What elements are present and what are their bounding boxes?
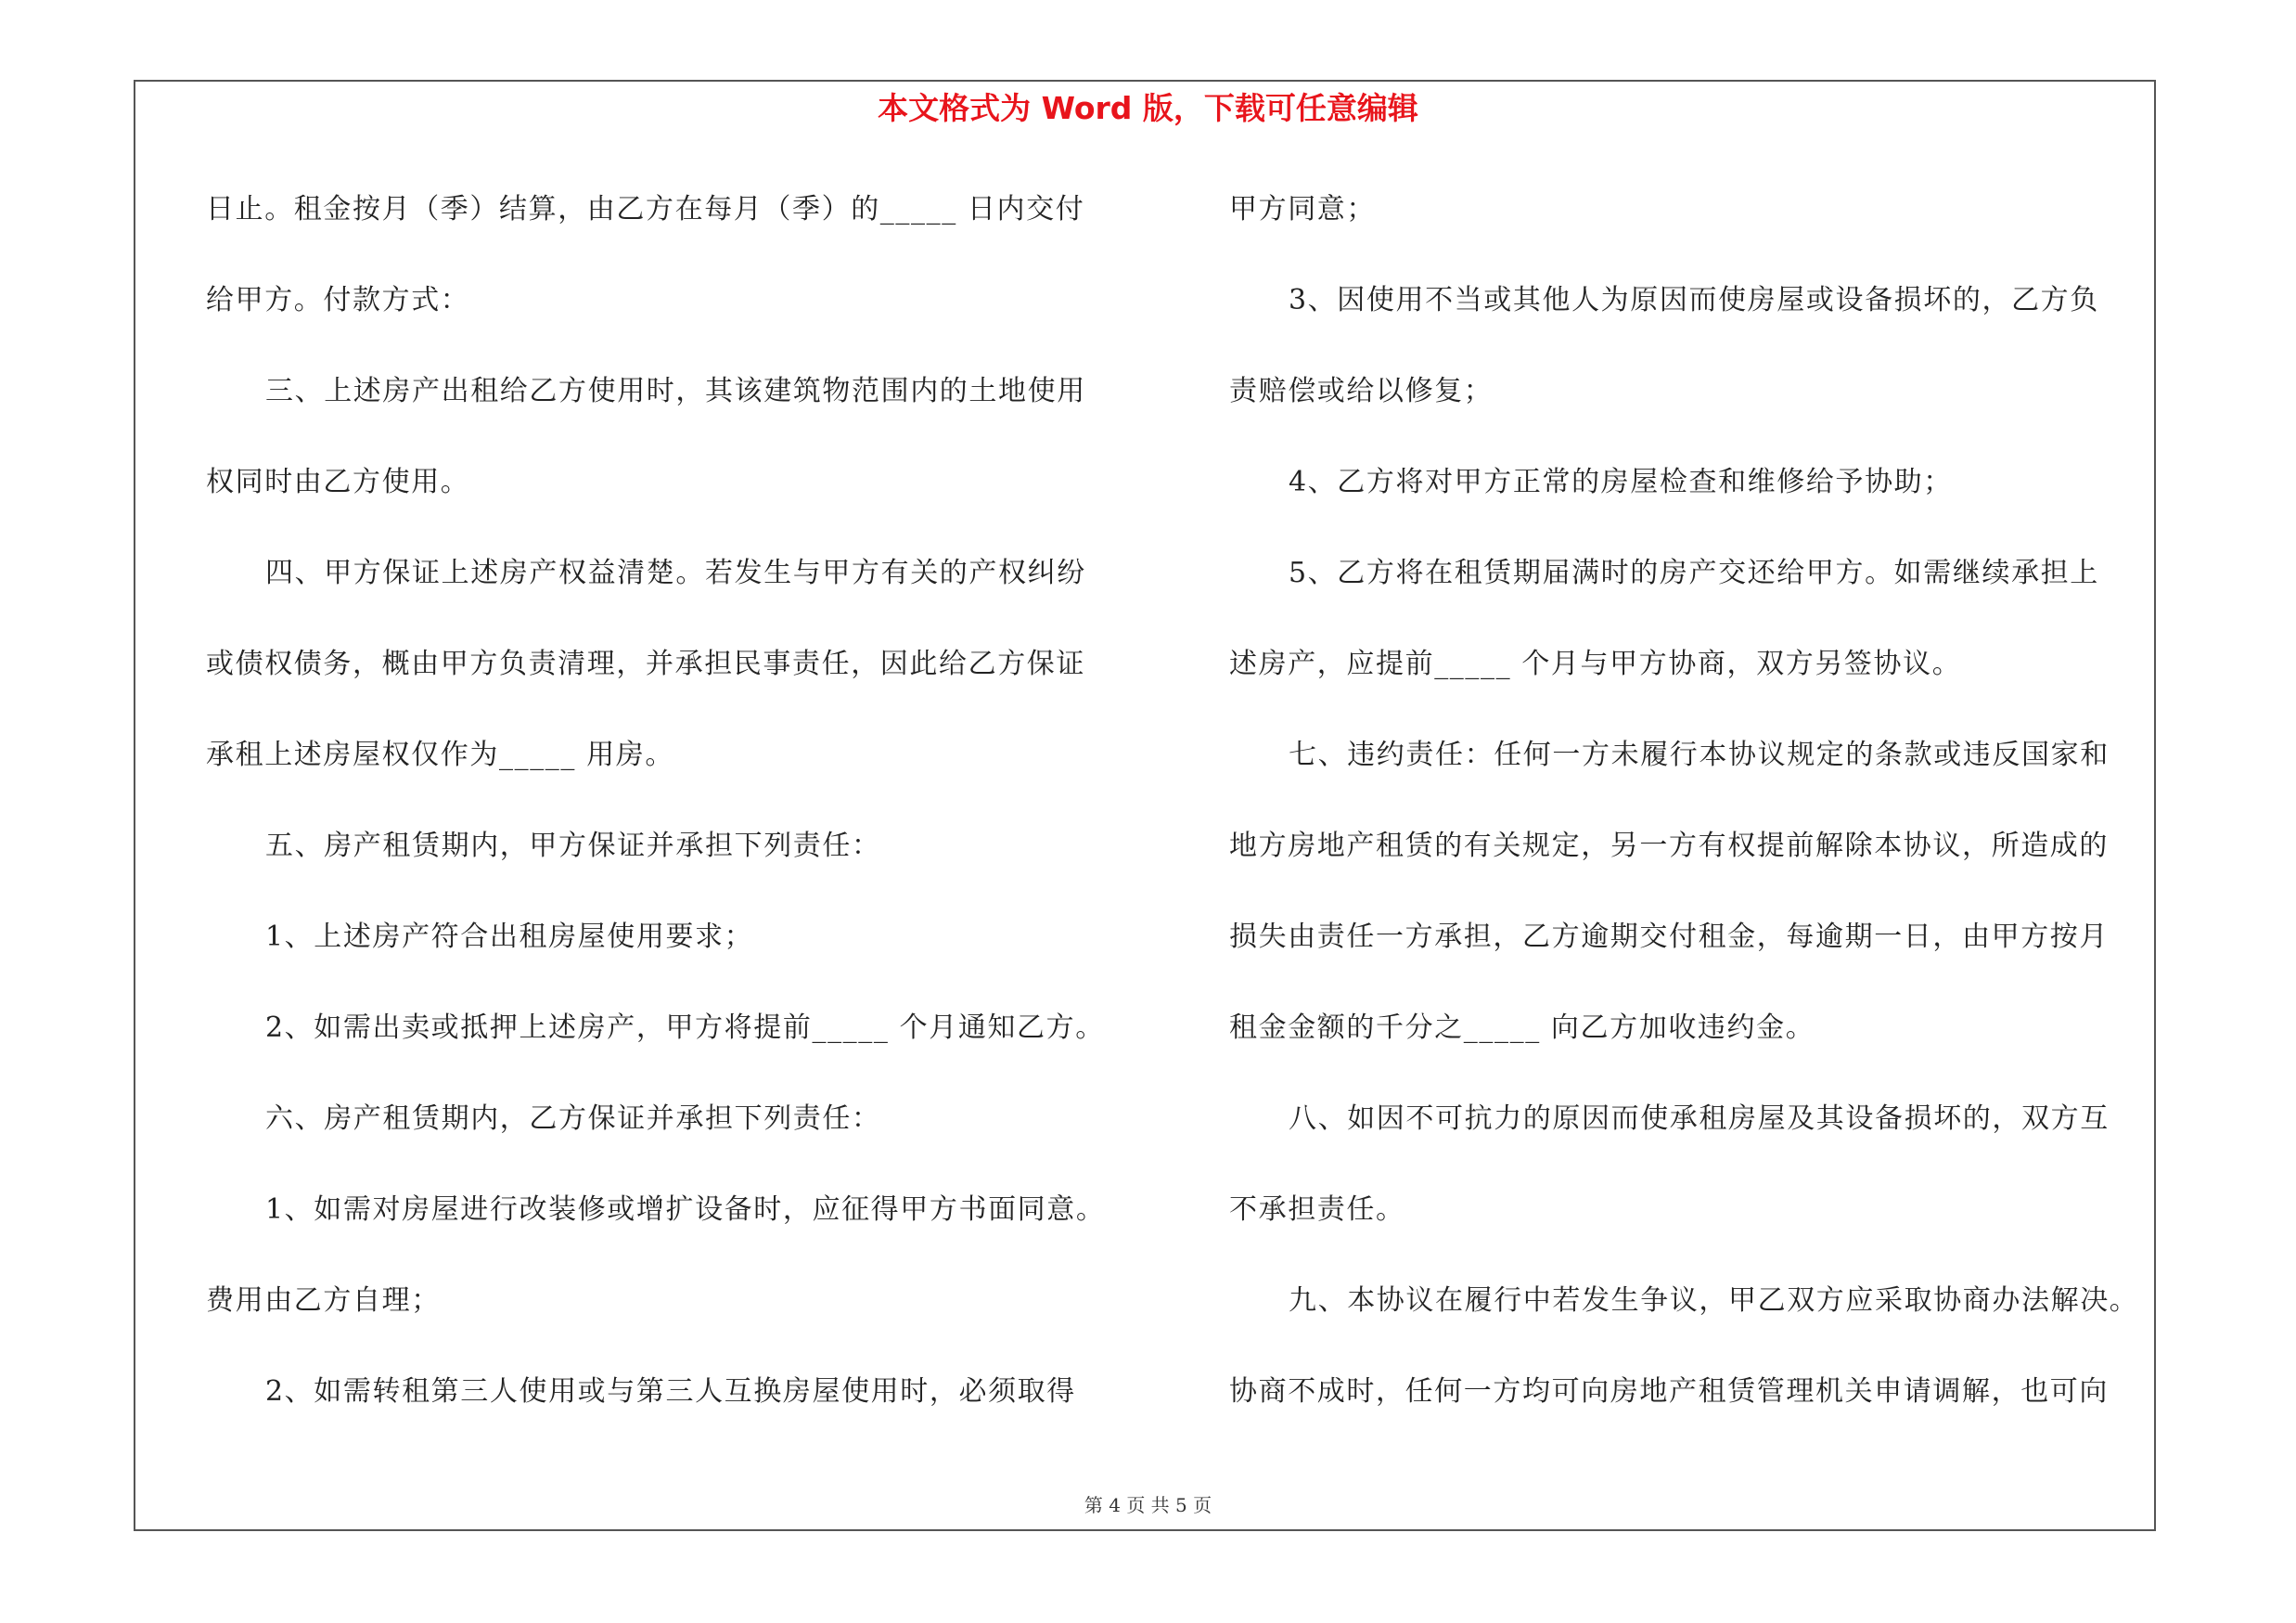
paragraph-line: 述房产，应提前_____ 个月与甲方协商，双方另签协议。	[1229, 648, 1962, 680]
document-banner: 本文格式为 Word 版，下载可任意编辑	[878, 90, 1418, 126]
right-column	[1229, 182, 2152, 1455]
paragraph-line: 2、如需出卖或抵押上述房产，甲方将提前_____ 个月通知乙方。	[265, 1011, 1105, 1044]
paragraph-line: 协商不成时，任何一方均可向房地产租赁管理机关申请调解，也可向	[1229, 1375, 2109, 1408]
paragraph-line: 六、房产租赁期内，乙方保证并承担下列责任：	[265, 1102, 881, 1135]
paragraph-line: 八、如因不可抗力的原因而使承租房屋及其设备损坏的，双方互	[1289, 1102, 2110, 1135]
paragraph-line: 九、本协议在履行中若发生争议，甲乙双方应采取协商办法解决。	[1289, 1284, 2139, 1317]
paragraph-line: 5、乙方将在租赁期届满时的房产交还给甲方。如需继续承担上	[1289, 557, 2099, 589]
paragraph-line: 3、因使用不当或其他人为原因而使房屋或设备损坏的，乙方负	[1289, 284, 2099, 316]
paragraph-line: 或债权债务，概由甲方负责清理，并承担民事责任，因此给乙方保证	[206, 648, 1085, 680]
paragraph-line: 七、违约责任：任何一方未履行本协议规定的条款或违反国家和	[1289, 739, 2110, 771]
paragraph-line: 日止。租金按月（季）结算，由乙方在每月（季）的_____ 日内交付	[206, 193, 1085, 225]
paragraph-line: 给甲方。付款方式：	[206, 284, 470, 316]
left-column	[206, 182, 1129, 1455]
paragraph-line: 五、房产租赁期内，甲方保证并承担下列责任：	[265, 830, 881, 862]
paragraph-line: 不承担责任。	[1229, 1193, 1405, 1226]
paragraph-line: 地方房地产租赁的有关规定，另一方有权提前解除本协议，所造成的	[1229, 830, 2109, 862]
paragraph-line: 承租上述房屋权仅作为_____ 用房。	[206, 739, 674, 771]
paragraph-line: 责赔偿或给以修复；	[1229, 375, 1494, 407]
paragraph-line: 1、上述房产符合出租房屋使用要求；	[265, 921, 754, 953]
paragraph-line: 2、如需转租第三人使用或与第三人互换房屋使用时，必须取得	[265, 1375, 1076, 1408]
paragraph-line: 1、如需对房屋进行改装修或增扩设备时，应征得甲方书面同意。	[265, 1193, 1106, 1226]
paragraph-line: 四、甲方保证上述房产权益清楚。若发生与甲方有关的产权纠纷	[265, 557, 1086, 589]
page-number: 第 4 页 共 5 页	[1084, 1494, 1212, 1516]
paragraph-line: 三、上述房产出租给乙方使用时，其该建筑物范围内的土地使用	[265, 375, 1086, 407]
paragraph-line: 甲方同意；	[1229, 193, 1376, 225]
paragraph-line: 损失由责任一方承担，乙方逾期交付租金，每逾期一日，由甲方按月	[1229, 921, 2109, 953]
paragraph-line: 4、乙方将对甲方正常的房屋检查和维修给予协助；	[1289, 466, 1953, 498]
paragraph-line: 权同时由乙方使用。	[206, 466, 470, 498]
paragraph-line: 租金金额的千分之_____ 向乙方加收违约金。	[1229, 1011, 1815, 1044]
paragraph-line: 费用由乙方自理；	[206, 1284, 441, 1317]
